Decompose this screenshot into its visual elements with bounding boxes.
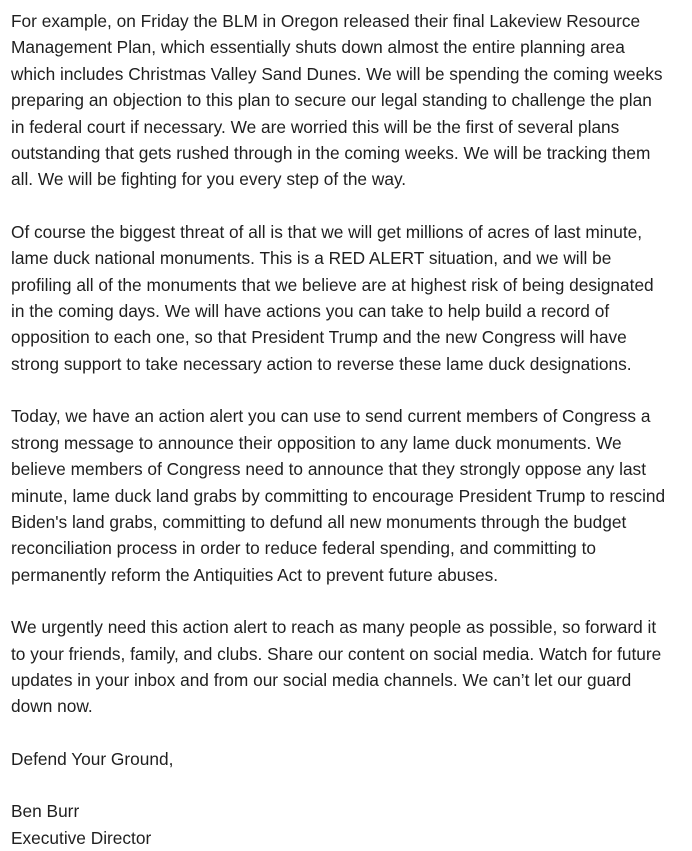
paragraph-national-monuments: [11, 219, 681, 377]
text-line: Management Plan, which essentially shuts down almost the entire planning area: [11, 37, 625, 58]
text-line: lame duck national monuments. This is a RED ALERT situation, and we will be: [11, 248, 612, 269]
text-line: outstanding that gets rushed through in the coming weeks. We will be tracking them: [11, 143, 651, 164]
text-line: minute, lame duck land grabs by committing to encourage President Trump to rescind: [11, 485, 666, 506]
text-line: Today, we have an action alert you can use to send current members of Congress a: [11, 406, 651, 427]
paragraph-forward-alert: [11, 614, 681, 720]
text-line: down now.: [11, 696, 93, 717]
closing-line: [11, 746, 681, 772]
text-line: For example, on Friday the BLM in Oregon released their final Lakeview Resource: [11, 11, 641, 31]
text-line: Biden's land grabs, committing to defund all new monuments through the budget: [11, 511, 627, 532]
closing-text: Defend Your Ground,: [11, 748, 174, 769]
text-line: updates in your inbox and from our social media channels. We can’t let our guard: [11, 669, 632, 690]
text-line: in the coming days. We will have actions you can take to help build a record of: [11, 301, 610, 322]
signature-name: Ben Burr: [11, 801, 80, 822]
paragraph-lakeview-plan: [11, 8, 681, 193]
text-line: which includes Christmas Valley Sand Dunes. We will be spending the coming weeks: [11, 63, 663, 84]
text-line: opposition to each one, so that President Trump and the new Congress will have: [11, 327, 627, 348]
text-line: to your friends, family, and clubs. Share our content on social media. Watch for future: [11, 643, 662, 664]
text-line: profiling all of the monuments that we believe are at highest risk of being designated: [11, 274, 654, 295]
text-line: reconciliation process in order to reduce federal spending, and committing to: [11, 538, 597, 559]
text-line: all. We will be fighting for you every step of the way.: [11, 169, 407, 190]
text-line: strong support to take necessary action to reverse these lame duck designations.: [11, 353, 632, 374]
text-line: strong message to announce their opposition to any lame duck monuments. We: [11, 432, 622, 453]
text-line: in federal court if necessary. We are worried this will be the first of several plans: [11, 116, 620, 137]
text-line: permanently reform the Antiquities Act to prevent future abuses.: [11, 564, 499, 585]
text-line: believe members of Congress need to announce that they strongly oppose any last: [11, 459, 646, 480]
text-line: We urgently need this action alert to reach as many people as possible, so forward it: [11, 617, 657, 638]
signature-title: Executive Director: [11, 827, 152, 848]
paragraph-action-alert: [11, 403, 681, 588]
text-line: preparing an objection to this plan to secure our legal standing to challenge the plan: [11, 90, 652, 111]
signature-block: [11, 798, 681, 851]
text-line: Of course the biggest threat of all is that we will get millions of acres of last minute,: [11, 221, 643, 242]
